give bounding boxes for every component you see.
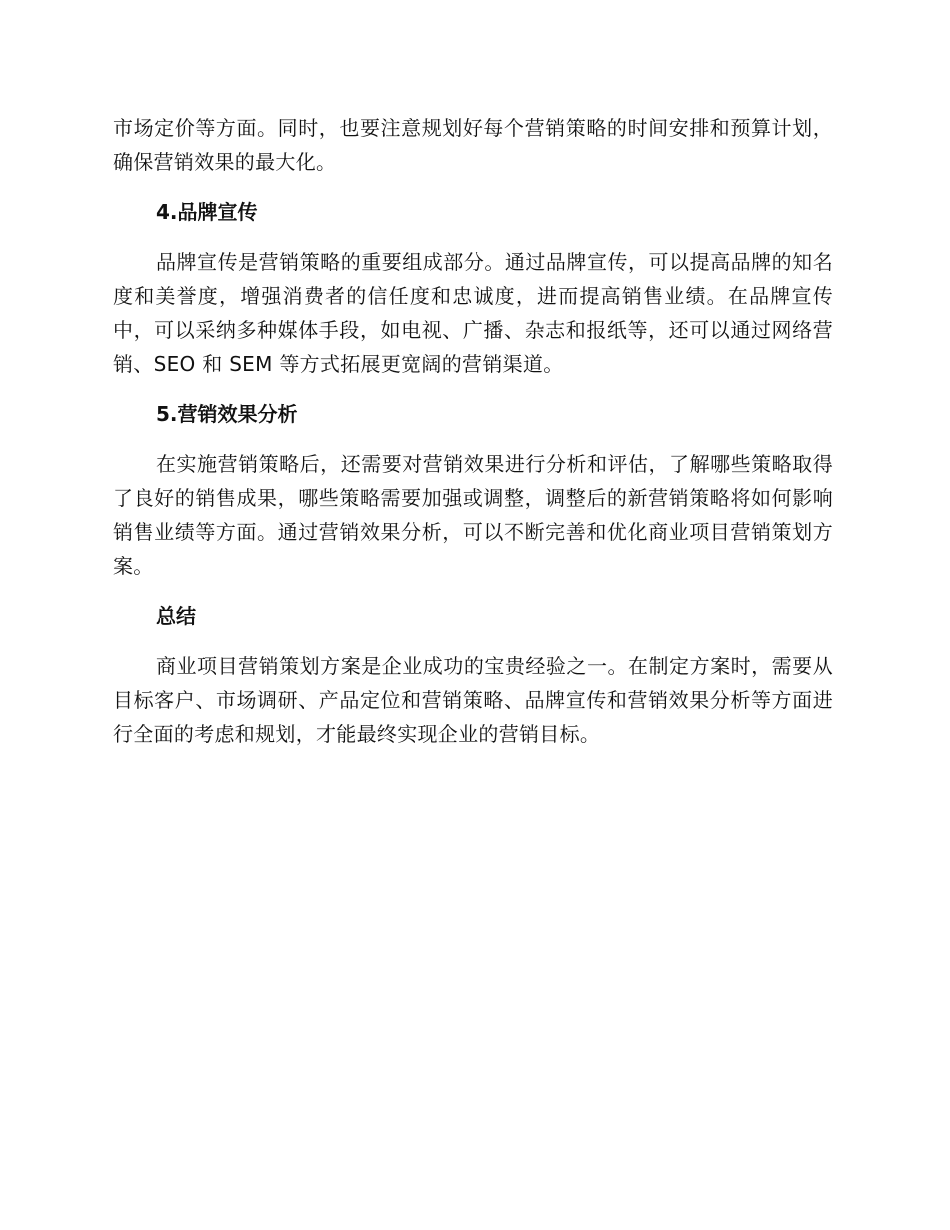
document-page <box>113 111 833 751</box>
section-heading-summary: 总结 <box>156 604 196 628</box>
section-heading-brand-promotion: 4.品牌宣传 <box>156 200 258 224</box>
section-body-brand-promotion: 品牌宣传是营销策略的重要组成部分。通过品牌宣传，可以提高品牌的知名度和美誉度，增强消费者的信任度和忠诚度，进而提高销售业绩。在品牌宣传中，可以采纳多种媒体手段，如电视、广播、杂志和报纸等，还可以通过网络营销、SEO 和 SEM 等方式拓展更宽阔的营销渠道。 <box>113 250 833 376</box>
section-body-summary: 商业项目营销策划方案是企业成功的宝贵经验之一。在制定方案时，需要从目标客户、市场调研、产品定位和营销策略、品牌宣传和营销效果分析等方面进行全面的考虑和规划，才能最终实现企业的营销目标。 <box>113 654 833 746</box>
continuation-paragraph: 市场定价等方面。同时，也要注意规划好每个营销策略的时间安排和预算计划，确保营销效果的最大化。 <box>113 116 833 174</box>
section-body-marketing-analysis: 在实施营销策略后，还需要对营销效果进行分析和评估，了解哪些策略取得了良好的销售成果，哪些策略需要加强或调整，调整后的新营销策略将如何影响销售业绩等方面。通过营销效果分析，可以不断完善和优化商业项目营销策划方案。 <box>113 452 833 578</box>
section-heading-marketing-analysis: 5.营销效果分析 <box>156 402 298 426</box>
